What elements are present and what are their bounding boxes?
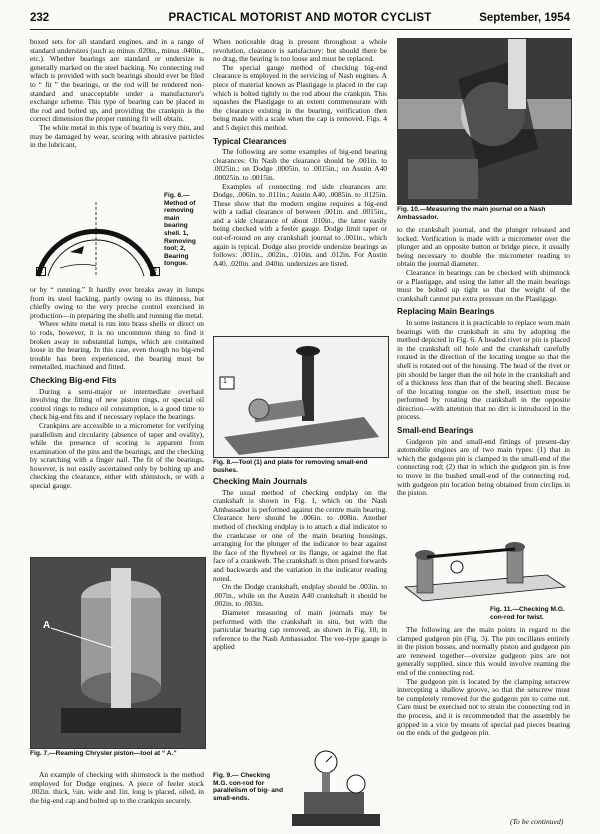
fig11-twist-drawing — [397, 527, 570, 612]
header-rule — [30, 29, 570, 30]
fig6-bearing-drawing — [30, 192, 162, 284]
magazine-title: PRACTICAL MOTORIST AND MOTOR CYCLIST — [168, 12, 432, 24]
issue-date: September, 1954 — [479, 12, 570, 24]
fig9-caption: Fig. 9.— Checking M.G. con-rod for parallelism of big- and small-ends. — [213, 772, 283, 802]
fig11-caption: Fig. 11.—Checking M.G. con-rod for twist. — [490, 606, 565, 621]
paragraph: Clearance in bearings can be checked with shimstock or a Plastigage, and using the latter all the main bearings must be bolted up tight so that the weight of the crankshaft cannot put extra pressure on the Plastigage. — [397, 267, 570, 303]
paragraph: The special gauge method of checking big-end clearance is employed in the servicing of Nash engines. A piece of material known as Plastigage is placed in the cap which is bolted tightly to the rod about the crankpin. This squashes the Plastigage to an extent commensurate with the clearance existing in the bearing, verification then being made with a scale when the cap is removed. Figs. 4 and 5 depict this method. — [213, 62, 387, 132]
paragraph: Gudgeon pin and small-end fittings of present-day automobile engines are of two main types: (1) that in which the gudgeon pin is clamped in the small-end of the connecting rod; (2) that in which the gudgeon pin is free to move in the bushed small-end of the connecting rod, with gudgeon pin location being obtained from circlips in the piston. — [397, 436, 570, 498]
fig8-label-1: 1 — [223, 378, 227, 385]
paragraph: boxed sets for all standard engines, and in a range of standard undersizes (such as minus .020in., minus .040in., etc.). Whether bearings are standard or undersize is generally marked on the steel backing. No connecting rod which is provided with such bearings should ever be filed to “ fit ” the bearings, or the rod will be rendered non-standard and unacceptable under a manufacturer's exchange scheme. This type of bearing can be placed in the rod and bolted up, and providing the crankpin is the correct dimension the proper running fit will obtain. — [30, 37, 204, 124]
paragraph: The following are the main points in regard to the clamped gudgeon pin (Fig. 3). The pin oscillates entirely in the piston bosses, and normally piston and gudgeon pin are renewed together—oversize gudgeon pins are not generally supplied, since this would involve reaming the end of the connecting rod. — [397, 625, 570, 677]
column-3-top — [397, 226, 570, 498]
section-heading: Checking Big-end Fits — [30, 375, 117, 385]
fig6-label-2: 2 — [150, 267, 160, 276]
fig8-caption: Fig. 8.—Tool (1) and plate for removing small-end bushes. — [213, 459, 368, 474]
fig10-caption: Fig. 10.—Measuring the main journal on a Nash Ambassador. — [397, 206, 546, 221]
page-header — [30, 12, 570, 28]
to-be-continued: (To be continued) — [510, 817, 564, 826]
fig9-gauge-drawing — [286, 748, 386, 830]
paragraph: Diameter measuring of main journals may be performed with the crankshaft in situ, but with the particular bearing cap removed, as shown in Fig. 10, in reference to the Nash Ambassador. The vee-type gauge is applied — [213, 607, 387, 652]
paragraph: The gudgeon pin is located by the clamping setscrew intercepting a shallow groove, so that the setscrew must be completely removed for the gudgeon pin to come out. Care must be exercised not to strain the connecting rod in the process, and it is recommended that the assembly be gripped in a vice by means of special pad pieces bearing on the ends of the gudgeon pin. — [397, 676, 570, 738]
paragraph: When noticeable drag is present throughout a whole revolution, clearance is satisfactory: but should there be no drag, the bearing is too loose and must be replaced. — [213, 37, 387, 64]
section-heading: Checking Main Journals — [213, 477, 308, 486]
fig6-caption: Fig. 6.— Method of removing main bearing shell. 1, Removing tool; 2, Bearing tongue. — [164, 192, 196, 268]
fig11-illustration — [397, 527, 570, 612]
fig10-photo — [397, 38, 572, 205]
fig6-illustration — [30, 192, 162, 284]
fig6-label-1: 1 — [36, 267, 46, 276]
section-heading: Typical Clearances — [213, 136, 287, 146]
column-1-middle — [30, 286, 204, 491]
column-2-middle — [213, 478, 387, 652]
fig8-tool-drawing — [214, 337, 388, 457]
fig10-journal-drawing — [398, 39, 571, 204]
column-1-bottom — [30, 771, 204, 805]
paragraph: The following are some examples of big-end bearing clearances: On Nash the clearance should be .001in. to .0025in.; on Dodge .0005in. to .0015in.; on Austin A40 .00025in. to .0015in. — [213, 147, 387, 182]
paragraph: or by “ running.” It hardly ever breaks away in lumps from its steel backing, partly owing to its thinness, but chiefly owing to the very precise control exercised in production—in preparing the shells and running the metal. — [30, 285, 204, 320]
paragraph: Crankpins are accessible to a micrometer for verifying parallelism and circularity (absence of taper and ovality), while the presence of scoring is apparent from examination of the pins and the bearings, and the checking by scratching with a finger nail. The fit of the bearings, however, is not easily ascertained only by bolting up and checking the clearance, either with shimstock, or with a special gauge. — [30, 420, 204, 491]
paragraph: Where white metal is run into brass shells or direct on to rods, however, it is no uncommon thing to find it broken away in substantial lumps, which are contained loose in the bearing. In this case, even though no big-end trouble has been experienced, the bearing must be remetalled, machined and fitted. — [30, 319, 204, 372]
section-heading: Small-end Bearings — [397, 426, 474, 436]
fig7-photo — [30, 557, 206, 749]
column-3-bottom — [397, 626, 570, 738]
paragraph: In some instances it is practicable to replace worn main bearings with the crankshaft in situ by adopting the method depicted in Fig. 6. A headed rivet or pin is placed in the crankshaft oil hole and the crankshaft carefully rotated in the direction of the locating tongue so that the shell is rotated out of the housing. The head of the rivet or pin should be larger than the oil hole in the crankshaft and of a thickness less than that of the bearing shell. Because of the locating tongue on the shell, insertion must be performed by rotating the crankshaft in the opposite direction—with attention that no dirt is introduced in the process. — [397, 317, 570, 422]
paragraph: On the Dodge crankshaft, endplay should be .003in. to .007in., while on the Austin A40 crankshaft it should be .002in. to .003in. — [213, 582, 387, 609]
paragraph: An example of checking with shimstock is the method employed for Dodge engines. A piece of feeler stock .002in. thick, ½in. wide and 1in. long is placed, oiled, in the big-end cap and bolted up to the crankpin securely. — [30, 770, 204, 805]
section-heading: Replacing Main Bearings — [397, 307, 495, 317]
paragraph: to the crankshaft journal, and the plunger released and locked. Verification is made with a micrometer over the plunger and an opposite button or bridge piece, it usually being necessary to double the micrometer reading to obtain the journal diameter. — [397, 225, 570, 269]
paragraph: The white metal in this type of bearing is very thin, and may be damaged by wear, scoring with abrasive particles in the lubricant, — [30, 122, 204, 150]
column-1-top — [30, 38, 204, 150]
paragraph: During a semi-major or intermediate overhaul involving the fitting of new piston rings, or special oil control rings to reduce oil consumption, is a good time to check big-end fits and if necessary replace the bearings. — [30, 386, 204, 422]
fig7-caption: Fig. 7.—Reaming Chrysler piston—tool at “ A.” — [30, 750, 177, 757]
page-number: 232 — [30, 12, 50, 24]
fig9-illustration — [286, 748, 386, 830]
paragraph: Examples of connecting rod side clearances are: Dodge, .006in. to .011in.; Austin A40, .0085in. to .0125in. These show that the modern engine requires a big-end with a radial clearance of between .001in. and .0015in., and a side clearance of about .010in., the latter easily being checked with a feeler gauge. Dodge limit taper or out-of-round on any crankshaft journal to .001in., which again is typical. Dodge also provide undersize bearings as follows: .001in., .002in., .010in. and .012in. For Austin A40, .020in. and .040in. undersizes are listed. — [213, 181, 387, 268]
column-2-top — [213, 38, 387, 268]
fig7-reaming-drawing — [31, 558, 205, 748]
fig8-photo — [213, 336, 389, 458]
fig7-label-a: A — [43, 620, 51, 631]
paragraph: The usual method of checking endplay on the crankshaft is shown in Fig. 1, which on the Nash Ambassador is performed against the centre main bearing. Clearance here should be .006in. to .008in. Another method of checking endplay is to attach a dial indicator to the crankcase or one of the main bearing housings, arranging for the plunger of the indicator to bear against the face of the flywheel or its flange, or against the flat face of a crankweb. The crankshaft is then prised forwards and backwards and the variation in the indicator reading noted. — [213, 487, 387, 583]
